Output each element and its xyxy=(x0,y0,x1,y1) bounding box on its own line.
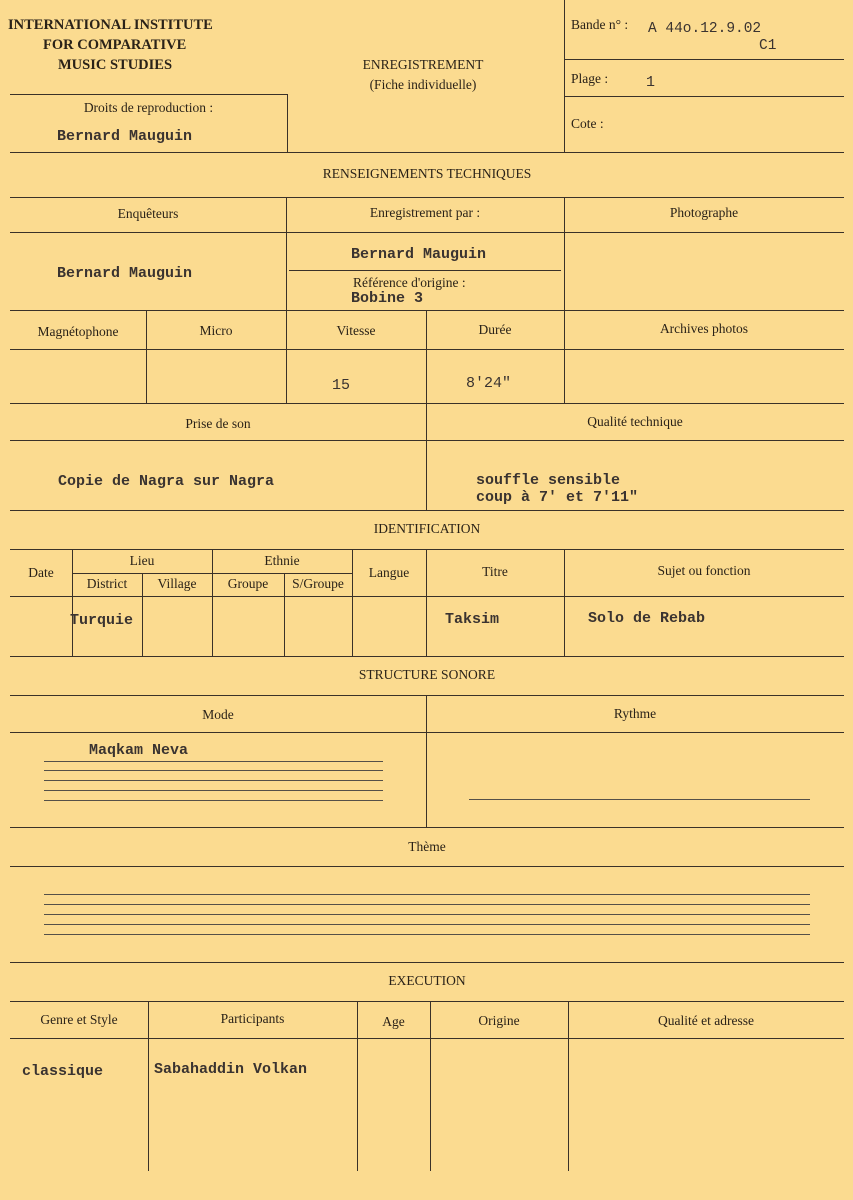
institute-line1: INTERNATIONAL INSTITUTE xyxy=(8,17,213,33)
sujet-value: Solo de Rebab xyxy=(588,610,706,627)
participants-value: Sabahaddin Volkan xyxy=(154,1061,308,1078)
enqueteurs-label: Enquêteurs xyxy=(117,206,179,221)
age-label: Age xyxy=(382,1014,405,1029)
qualite-value-line2: coup à 7' et 7'11" xyxy=(476,489,639,506)
divider xyxy=(564,549,565,656)
sgroupe-label: S/Groupe xyxy=(292,576,344,591)
ident-section-title: IDENTIFICATION xyxy=(373,521,481,536)
droits-label: Droits de reproduction : xyxy=(83,100,214,115)
divider xyxy=(284,573,285,656)
titre-value: Taksim xyxy=(445,611,500,628)
mode-label: Mode xyxy=(202,707,234,722)
form-title: ENREGISTREMENT xyxy=(362,57,484,72)
theme-label: Thème xyxy=(408,839,446,854)
droits-value: Bernard Mauguin xyxy=(57,128,193,145)
bande-value-suffix: C1 xyxy=(759,38,777,54)
rythme-label: Rythme xyxy=(613,706,657,721)
plage-label: Plage : xyxy=(571,71,609,86)
ruled-line xyxy=(44,914,810,915)
district-value: Turquie xyxy=(70,612,134,629)
divider xyxy=(10,232,844,233)
sujet-label: Sujet ou fonction xyxy=(657,563,751,578)
divider xyxy=(10,440,844,441)
qualite-adresse-label: Qualité et adresse xyxy=(658,1013,754,1028)
tech-section-title: RENSEIGNEMENTS TECHNIQUES xyxy=(322,166,532,181)
divider xyxy=(10,152,844,153)
divider xyxy=(146,310,147,403)
qualite-tech-label: Qualité technique xyxy=(587,414,683,429)
plage-value: 1 xyxy=(646,74,656,91)
ref-label: Référence d'origine : xyxy=(353,275,466,290)
date-label: Date xyxy=(28,565,54,580)
vitesse-label: Vitesse xyxy=(336,323,376,338)
bande-value: A 44o.12.9.02 xyxy=(648,21,762,37)
divider xyxy=(568,1001,569,1171)
divider xyxy=(286,310,287,403)
divider xyxy=(426,695,427,827)
enreg-par-label: Enregistrement par : xyxy=(369,205,481,220)
divider xyxy=(10,656,844,657)
prise-label: Prise de son xyxy=(185,416,251,431)
photographe-label: Photographe xyxy=(669,205,739,220)
divider xyxy=(10,732,844,733)
micro-label: Micro xyxy=(199,323,233,338)
cote-label: Cote : xyxy=(571,116,604,131)
divider xyxy=(286,197,287,310)
divider xyxy=(430,1001,431,1171)
divider xyxy=(10,510,844,511)
mode-value: Maqkam Neva xyxy=(89,742,189,759)
divider xyxy=(564,96,844,97)
langue-label: Langue xyxy=(368,565,410,580)
lieu-label: Lieu xyxy=(129,553,155,568)
divider xyxy=(10,197,844,198)
divider xyxy=(10,403,844,404)
divider xyxy=(10,827,844,828)
divider xyxy=(564,197,565,310)
divider xyxy=(148,1001,149,1171)
divider xyxy=(352,549,353,656)
divider xyxy=(426,310,427,510)
origine-label: Origine xyxy=(478,1013,520,1028)
divider xyxy=(10,1001,844,1002)
form-subtitle: (Fiche individuelle) xyxy=(369,77,477,92)
titre-label: Titre xyxy=(482,564,508,579)
bande-label: Bande n° : xyxy=(571,17,629,32)
divider xyxy=(142,573,143,656)
institute-line3: MUSIC STUDIES xyxy=(58,57,173,73)
structure-section-title: STRUCTURE SONORE xyxy=(358,667,496,682)
divider xyxy=(10,1038,844,1039)
divider xyxy=(212,549,213,656)
ruled-line xyxy=(44,761,383,762)
ruled-line xyxy=(44,904,810,905)
duree-value: 8'24" xyxy=(466,375,512,392)
divider xyxy=(10,549,844,550)
ruled-line xyxy=(44,770,383,771)
ruled-line xyxy=(44,924,810,925)
ruled-line xyxy=(44,780,383,781)
divider xyxy=(287,94,288,152)
prise-value: Copie de Nagra sur Nagra xyxy=(58,473,275,490)
ruled-line xyxy=(44,800,383,801)
divider xyxy=(564,0,565,152)
divider xyxy=(10,695,844,696)
divider xyxy=(72,549,73,656)
divider xyxy=(10,94,287,95)
divider xyxy=(357,1001,358,1171)
ruled-line xyxy=(44,894,810,895)
institute-line2: FOR COMPARATIVE xyxy=(43,37,187,53)
divider xyxy=(564,59,844,60)
divider xyxy=(289,270,561,271)
ethnie-label: Ethnie xyxy=(264,553,300,568)
divider xyxy=(10,962,844,963)
divider xyxy=(10,310,844,311)
participants-label: Participants xyxy=(220,1011,285,1026)
enqueteurs-value: Bernard Mauguin xyxy=(57,265,193,282)
duree-label: Durée xyxy=(478,322,512,337)
groupe-label: Groupe xyxy=(227,576,269,591)
village-label: Village xyxy=(157,576,197,591)
ruled-line xyxy=(44,934,810,935)
district-label: District xyxy=(86,576,128,591)
divider xyxy=(10,866,844,867)
divider xyxy=(564,310,565,403)
execution-section-title: EXECUTION xyxy=(388,973,466,988)
divider xyxy=(10,596,844,597)
divider xyxy=(426,549,427,656)
archives-label: Archives photos xyxy=(659,321,749,336)
ruled-line xyxy=(44,790,383,791)
magneto-label: Magnétophone xyxy=(37,324,119,339)
divider xyxy=(212,573,352,574)
ruled-line xyxy=(469,799,810,800)
vitesse-value: 15 xyxy=(332,377,351,394)
genre-label: Genre et Style xyxy=(40,1012,118,1027)
divider xyxy=(10,349,844,350)
genre-value: classique xyxy=(22,1063,104,1080)
enreg-par-value: Bernard Mauguin xyxy=(351,246,487,263)
qualite-value-line1: souffle sensible xyxy=(476,472,621,489)
ref-value: Bobine 3 xyxy=(351,290,424,307)
